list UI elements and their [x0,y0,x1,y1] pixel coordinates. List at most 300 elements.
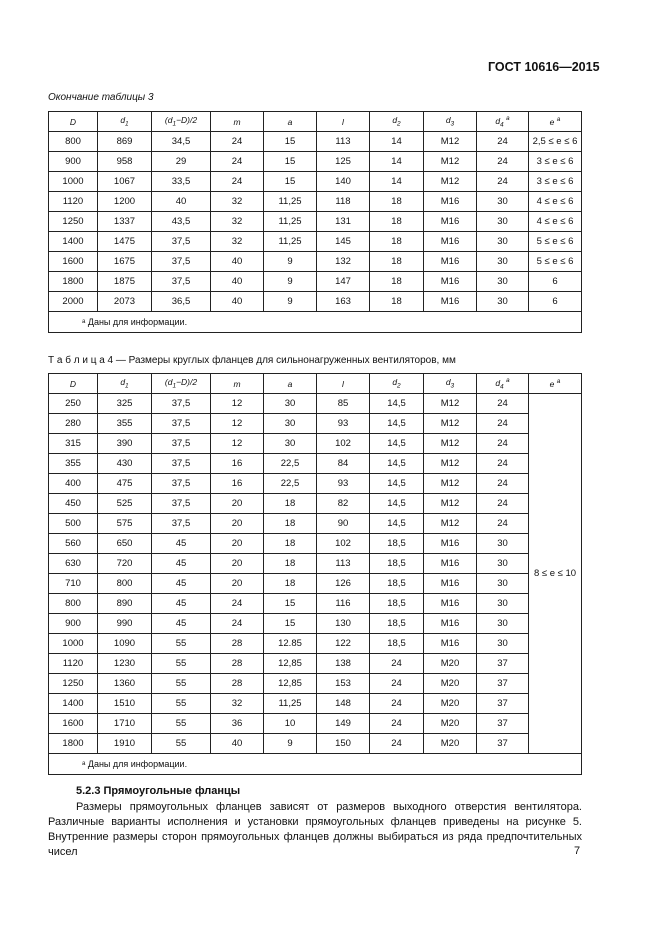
col-d3: $d_3$ [424,112,477,132]
table-cell: 37,5 [152,454,211,474]
table-cell: 93 [317,474,370,494]
table-cell: 14,5 [370,414,424,434]
table-cell: 990 [98,614,152,634]
table-cell: 450 [49,494,98,514]
table-cell: 12 [211,434,264,454]
table-row [49,454,582,474]
table-cell: 20 [211,534,264,554]
table-cell: 36,5 [152,292,211,312]
table-cell: 84 [317,454,370,474]
table-row [49,594,582,614]
table-cell: 6 [529,272,582,292]
table-cell: 15 [264,152,317,172]
table-cell: M16 [424,574,477,594]
table-cell: 11,25 [264,694,317,714]
table-cell: M16 [424,614,477,634]
merged-e-cell: 8 ≤ e ≤ 10 [529,394,582,754]
table-cell: 1120 [49,192,98,212]
table-cell: 122 [317,634,370,654]
table-cell: 24 [370,734,424,754]
table-cell: 14,5 [370,514,424,534]
col-d4: $d_4$ $^a$ [477,112,529,132]
table-cell: 1600 [49,714,98,734]
table-cell: 102 [317,534,370,554]
table-cell: 30 [264,434,317,454]
document-header: ГОСТ 10616—2015 [488,60,600,74]
table-cell: 18 [370,292,424,312]
table-cell: M16 [424,252,477,272]
table-cell: 5 ≤ e ≤ 6 [529,252,582,272]
table-cell: 18,5 [370,574,424,594]
table-cell: 18,5 [370,594,424,614]
table-cell: 18,5 [370,614,424,634]
table-cell: 1250 [49,674,98,694]
table-row [49,714,582,734]
table-cell: M12 [424,152,477,172]
table-cell: 30 [477,192,529,212]
table-cell: 102 [317,434,370,454]
table-row [49,192,582,212]
table-cell: 16 [211,454,264,474]
table-cell: M16 [424,232,477,252]
table-cell: 18 [264,554,317,574]
table-cell: M12 [424,494,477,514]
table-cell: 37 [477,674,529,694]
table-cell: 630 [49,554,98,574]
table-cell: 37,5 [152,252,211,272]
table4-header-row [49,374,582,394]
table-cell: M16 [424,594,477,614]
table-cell: M20 [424,694,477,714]
table-cell: 3 ≤ e ≤ 6 [529,172,582,192]
table-cell: 1800 [49,272,98,292]
table-row [49,494,582,514]
table-cell: 130 [317,614,370,634]
table-cell: 22,5 [264,454,317,474]
col-d1: $d_1$ [98,112,152,132]
table-cell: 45 [152,614,211,634]
table-cell: 55 [152,634,211,654]
col-D: D [49,374,98,394]
col-d1-D-2: $(d_1-D)/2$ [152,112,211,132]
table-cell: M16 [424,634,477,654]
table-cell: 10 [264,714,317,734]
table-row [49,534,582,554]
table3-header-row [49,112,582,132]
table-cell: 20 [211,494,264,514]
table-cell: 24 [211,172,264,192]
table-cell: 14 [370,152,424,172]
table-cell: 125 [317,152,370,172]
table-row [49,292,582,312]
table-cell: 2073 [98,292,152,312]
table-row [49,514,582,534]
table-cell: 45 [152,534,211,554]
table-cell: 1600 [49,252,98,272]
table-cell: M20 [424,674,477,694]
table-cell: 9 [264,272,317,292]
table-cell: 90 [317,514,370,534]
table-cell: 1000 [49,172,98,192]
table-cell: 15 [264,614,317,634]
table-row [49,212,582,232]
table-cell: 113 [317,554,370,574]
table-cell: 18 [264,534,317,554]
table-cell: 1360 [98,674,152,694]
table-cell: 55 [152,734,211,754]
table-cell: 9 [264,292,317,312]
table-cell: 9 [264,252,317,272]
table-cell: 12,85 [264,654,317,674]
table-cell: 30 [477,292,529,312]
table4 [48,373,582,775]
table-cell: 32 [211,212,264,232]
table-cell: 1090 [98,634,152,654]
table-cell: 30 [477,574,529,594]
table-cell: 132 [317,252,370,272]
section-text: Размеры прямоугольных фланцев зависят от размеров выходного отверстия вентилятора. Различные варианты исполнения и установки прямоугольных фланцев приведены на рисунке 5. Внутренние размеры сторон прямоугольных фланцев должны выбираться из ряда предпочтительных чисел [48,801,582,858]
table-cell: 1800 [49,734,98,754]
table-cell: 30 [477,594,529,614]
table4-caption: Т а б л и ц а 4 — Размеры круглых фланцев для сильнонагруженных вентиляторов, мм [48,355,456,366]
table-cell: 82 [317,494,370,514]
table-cell: M12 [424,454,477,474]
table-note-row [49,754,582,775]
table-cell: 32 [211,694,264,714]
table-cell: 40 [152,192,211,212]
section-heading: 5.2.3 Прямоугольные фланцы [76,785,241,797]
table-row [49,434,582,454]
table-cell: 24 [477,132,529,152]
table-cell: 43,5 [152,212,211,232]
table-cell: 30 [477,554,529,574]
table-cell: 116 [317,594,370,614]
table-cell: 18 [264,574,317,594]
table-cell: 24 [477,152,529,172]
col-d2: $d_2$ [370,374,424,394]
table-cell: 4 ≤ e ≤ 6 [529,212,582,232]
table-cell: M20 [424,734,477,754]
col-a: a [264,374,317,394]
table-cell: 55 [152,654,211,674]
table-cell: 6 [529,292,582,312]
table-cell: 14,5 [370,474,424,494]
table-cell: M16 [424,554,477,574]
table-cell: 1067 [98,172,152,192]
table-cell: 18,5 [370,534,424,554]
table-cell: 24 [370,694,424,714]
page-number: 7 [574,845,581,857]
col-e: e $^a$ [529,112,582,132]
table-cell: 24 [477,414,529,434]
table-cell: 37 [477,734,529,754]
table-cell: 150 [317,734,370,754]
table-cell: 15 [264,132,317,152]
table-cell: 1000 [49,634,98,654]
table-cell: 14 [370,172,424,192]
table-row [49,674,582,694]
table-cell: 12.85 [264,634,317,654]
table-cell: 18 [264,494,317,514]
table-cell: 30 [477,252,529,272]
table-cell: 45 [152,554,211,574]
table-cell: 118 [317,192,370,212]
table-footnote: ᵃ Даны для информации. [49,312,582,333]
table-cell: 15 [264,172,317,192]
table-cell: 33,5 [152,172,211,192]
table-cell: 24 [477,434,529,454]
col-l: l [317,374,370,394]
table-cell: 1710 [98,714,152,734]
table-cell: 30 [477,272,529,292]
table-cell: 800 [49,132,98,152]
table-cell: M12 [424,474,477,494]
table-cell: 1200 [98,192,152,212]
table-cell: 475 [98,474,152,494]
table-cell: 280 [49,414,98,434]
table-cell: 18 [370,232,424,252]
table-cell: 29 [152,152,211,172]
table-cell: 113 [317,132,370,152]
table-cell: 20 [211,574,264,594]
table-cell: 55 [152,714,211,734]
table-cell: 890 [98,594,152,614]
table-cell: 525 [98,494,152,514]
table-cell: 37 [477,654,529,674]
table-cell: 355 [98,414,152,434]
table-cell: 24 [477,474,529,494]
table-cell: 1910 [98,734,152,754]
table3-caption: Окончание таблицы 3 [48,92,154,103]
table-cell: 85 [317,394,370,414]
table-cell: 355 [49,454,98,474]
table-cell: 37,5 [152,434,211,454]
table-cell: 149 [317,714,370,734]
table-cell: 1250 [49,212,98,232]
table-cell: 30 [264,414,317,434]
table-cell: 37,5 [152,414,211,434]
table-cell: 32 [211,192,264,212]
table-cell: M12 [424,434,477,454]
table-cell: 40 [211,734,264,754]
table-cell: 37 [477,694,529,714]
table-cell: 30 [477,534,529,554]
table-cell: 869 [98,132,152,152]
table-cell: 30 [477,212,529,232]
table-cell: 16 [211,474,264,494]
table-footnote: ᵃ Даны для информации. [49,754,582,775]
table-cell: 37,5 [152,474,211,494]
table-cell: 1337 [98,212,152,232]
table-cell: 147 [317,272,370,292]
table-row [49,614,582,634]
table-cell: 400 [49,474,98,494]
table-cell: 1510 [98,694,152,714]
table-cell: 18 [264,514,317,534]
table-cell: 153 [317,674,370,694]
table-row [49,574,582,594]
table-cell: 1475 [98,232,152,252]
table-row [49,554,582,574]
col-m: m [211,374,264,394]
table-cell: 315 [49,434,98,454]
table-cell: 720 [98,554,152,574]
col-a: a [264,112,317,132]
table-cell: 14 [370,132,424,152]
table-cell: 24 [370,714,424,734]
table-cell: 30 [477,634,529,654]
table-cell: 131 [317,212,370,232]
table-cell: 18 [370,192,424,212]
table-cell: 18,5 [370,634,424,654]
table-cell: 12,85 [264,674,317,694]
table-row [49,734,582,754]
table-cell: 9 [264,734,317,754]
table-cell: 14,5 [370,454,424,474]
table-cell: 40 [211,292,264,312]
table-cell: 37,5 [152,394,211,414]
table-cell: 5 ≤ e ≤ 6 [529,232,582,252]
table-cell: 18 [370,272,424,292]
table-cell: 36 [211,714,264,734]
table-cell: 37 [477,714,529,734]
table-cell: 24 [370,674,424,694]
table-cell: 710 [49,574,98,594]
table-cell: 2,5 ≤ e ≤ 6 [529,132,582,152]
table-cell: 30 [264,394,317,414]
table-row [49,694,582,714]
table-cell: 1230 [98,654,152,674]
table-cell: 37,5 [152,232,211,252]
table-cell: 55 [152,674,211,694]
table-row [49,634,582,654]
table-cell: 24 [211,594,264,614]
table-cell: M20 [424,714,477,734]
table-cell: 37,5 [152,514,211,534]
table-row [49,152,582,172]
table-row [49,474,582,494]
table-cell: 1400 [49,232,98,252]
table-cell: 575 [98,514,152,534]
table-row [49,414,582,434]
table-row [49,252,582,272]
col-m: m [211,112,264,132]
table-cell: 2000 [49,292,98,312]
table3 [48,111,582,333]
col-d1: $d_1$ [98,374,152,394]
table-cell: 140 [317,172,370,192]
table-cell: M16 [424,272,477,292]
table-row [49,132,582,152]
col-l: l [317,112,370,132]
table-cell: 18 [370,212,424,232]
col-d2: $d_2$ [370,112,424,132]
table-note-row [49,312,582,333]
table-cell: 800 [49,594,98,614]
table-cell: 1400 [49,694,98,714]
table-cell: 900 [49,614,98,634]
table-cell: 900 [49,152,98,172]
table-cell: 30 [477,614,529,634]
table-cell: 12 [211,394,264,414]
table-cell: 148 [317,694,370,714]
table-cell: M16 [424,292,477,312]
table-cell: 24 [211,614,264,634]
table-cell: 1120 [49,654,98,674]
table-cell: 32 [211,232,264,252]
table-cell: 18,5 [370,554,424,574]
table-cell: M12 [424,514,477,534]
table-cell: 28 [211,674,264,694]
table-cell: 430 [98,454,152,474]
table-cell: 45 [152,594,211,614]
table-cell: 14,5 [370,394,424,414]
section-paragraph [48,800,582,860]
table-cell: 14,5 [370,494,424,514]
table-cell: 325 [98,394,152,414]
table-cell: 11,25 [264,212,317,232]
table-cell: 34,5 [152,132,211,152]
table-cell: 145 [317,232,370,252]
table-cell: 28 [211,654,264,674]
table-cell: 14,5 [370,434,424,454]
table-cell: 3 ≤ e ≤ 6 [529,152,582,172]
col-d1-D-2: $(d_1-D)/2$ [152,374,211,394]
table-cell: 250 [49,394,98,414]
table-cell: 37,5 [152,272,211,292]
table-cell: 11,25 [264,232,317,252]
table-cell: 1875 [98,272,152,292]
table-cell: 20 [211,554,264,574]
table-cell: 126 [317,574,370,594]
table-cell: 30 [477,232,529,252]
table-cell: 93 [317,414,370,434]
table-cell: 560 [49,534,98,554]
table-cell: 24 [370,654,424,674]
table-cell: 11,25 [264,192,317,212]
table-cell: M12 [424,132,477,152]
table-row [49,654,582,674]
table-cell: 24 [211,152,264,172]
table-cell: 390 [98,434,152,454]
table-cell: 12 [211,414,264,434]
table-row [49,272,582,292]
col-d4: $d_4$ $^a$ [477,374,529,394]
table-row [49,394,582,414]
table-cell: M16 [424,192,477,212]
table-cell: 55 [152,694,211,714]
table-cell: 163 [317,292,370,312]
table-cell: M12 [424,414,477,434]
table-cell: 40 [211,272,264,292]
table-cell: 15 [264,594,317,614]
table-cell: 24 [211,132,264,152]
table-cell: 138 [317,654,370,674]
table-cell: 40 [211,252,264,272]
table-cell: 20 [211,514,264,534]
table-row [49,172,582,192]
col-d3: $d_3$ [424,374,477,394]
col-e: e $^a$ [529,374,582,394]
table-row [49,232,582,252]
table-cell: 1675 [98,252,152,272]
table-cell: 28 [211,634,264,654]
table-cell: 18 [370,252,424,272]
table-cell: 958 [98,152,152,172]
table-cell: 500 [49,514,98,534]
table-cell: M12 [424,394,477,414]
table-cell: 22,5 [264,474,317,494]
